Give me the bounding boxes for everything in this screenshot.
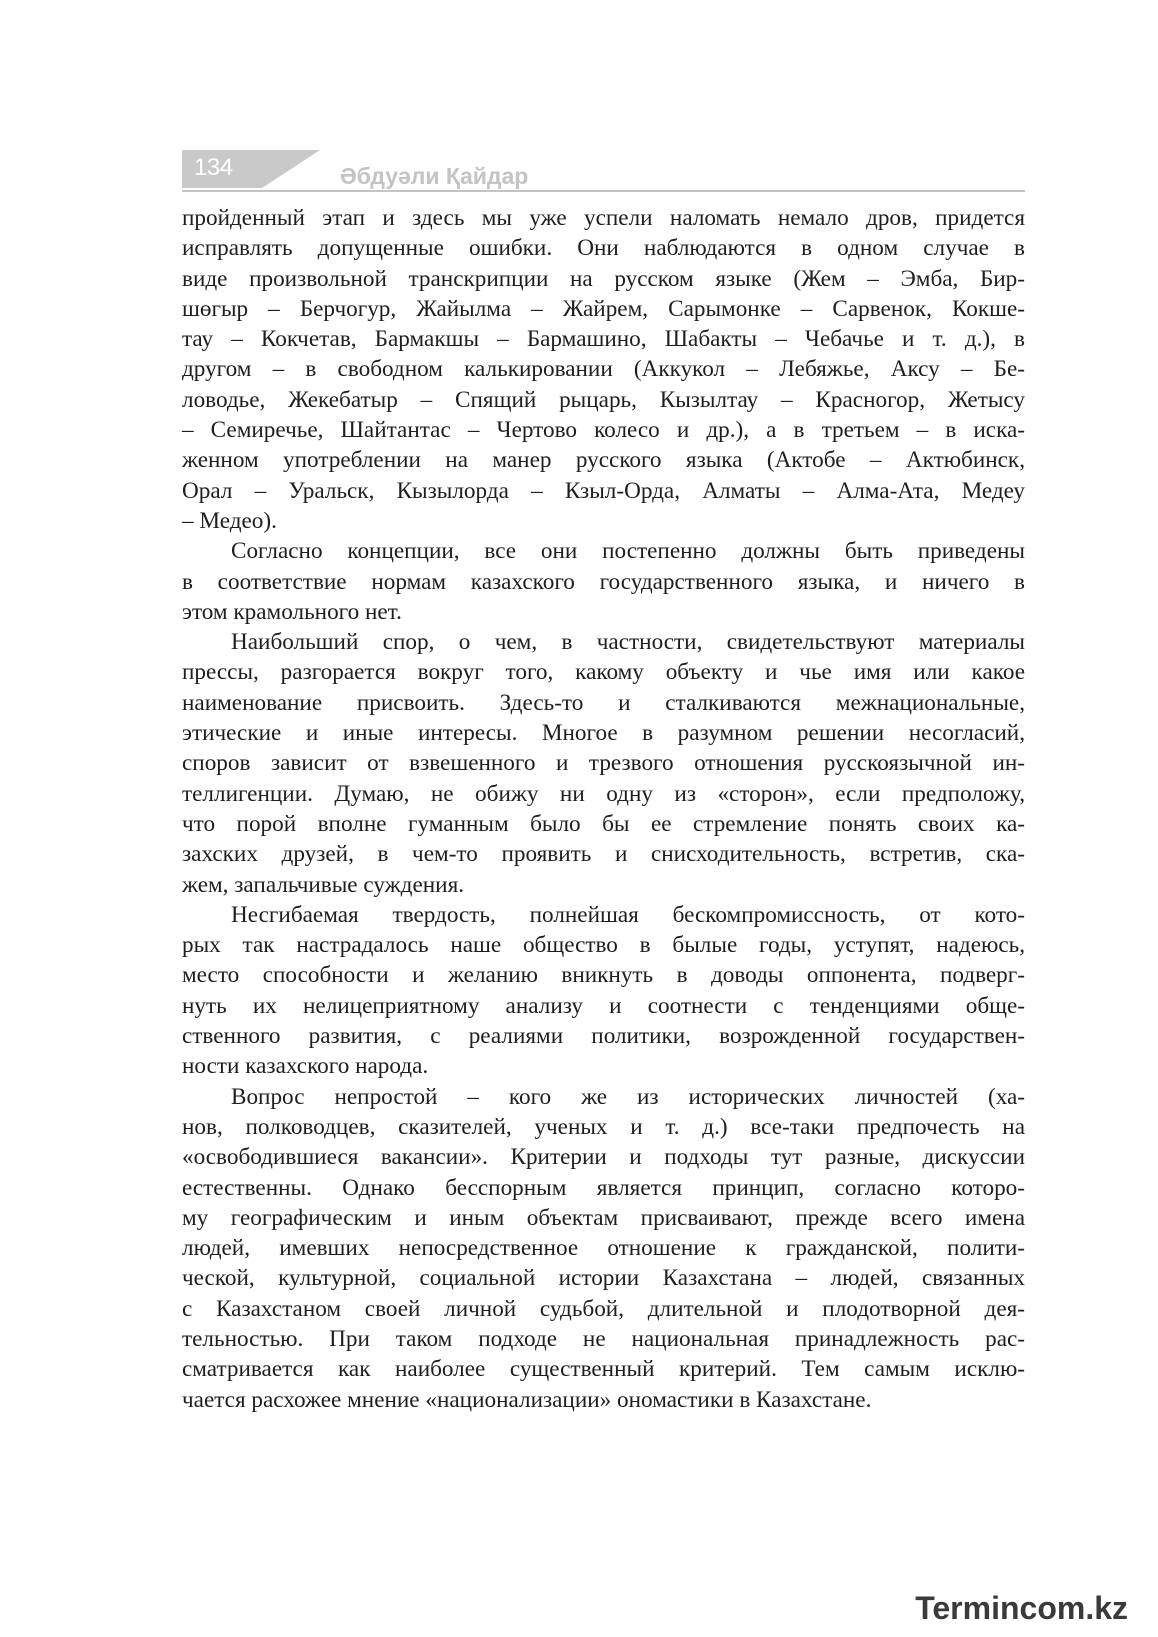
text-line: теллигенции. Думаю, не обижу ни одну из «сторон», если предположу, [182,780,1025,807]
running-header [182,150,1025,194]
text-line: шөгыр – Берчогур, Жайылма – Жайрем, Сарымонке – Сарвенок, Кокше- [182,295,1025,322]
text-line: сматривается как наиболее существенный критерий. Тем самым исклю- [182,1356,1025,1383]
text-line: тельностью. При таком подходе не национальная принадлежность рас- [182,1325,1025,1352]
text-line: – Семиречье, Шайтантас – Чертово колесо и др.), а в третьем – в иска- [182,417,1025,444]
body-text [182,203,1025,1415]
header-rule [182,190,1025,192]
text-line: Вопрос непростой – кого же из исторических личностей (ха- [231,1083,1025,1110]
text-line: нов, полководцев, сказителей, ученых и т. д.) все-таки предпочесть на [182,1113,1025,1140]
paragraph [182,203,1025,536]
page-number: 134 [194,154,233,181]
text-line: «освободившиеся вакансии». Критерии и подходы тут разные, дискуссии [182,1144,1025,1171]
text-line: споров зависит от взвешенного и трезвого отношения русскоязычной ин- [182,750,1025,777]
text-line: этические и иные интересы. Многое в разумном решении несогласий, [182,720,1025,747]
text-line: наименование присвоить. Здесь-то и сталкиваются межнациональные, [182,689,1025,716]
text-line: му географическим и иным объектам присваивают, прежде всего имена [182,1204,1025,1231]
text-line: нуть их нелицеприятному анализу и соотнести с тенденциями обще- [182,992,1025,1019]
text-line: с Казахстаном своей личной судьбой, длительной и плодотворной дея- [182,1295,1025,1322]
text-line: естественны. Однако бесспорным является принцип, согласно которо- [182,1174,1025,1201]
text-line: ческой, культурной, социальной истории Казахстана – людей, связанных [182,1265,1025,1292]
paragraph [182,627,1025,900]
text-line: ловодье, Жекебатыр – Спящий рыцарь, Кызылтау – Красногор, Жетысу [182,386,1025,413]
paragraph [182,900,1025,1082]
running-header-author: Әбдуәли Қайдар [340,163,529,189]
text-line: в соответствие нормам казахского государственного языка, и ничего в [182,568,1025,595]
text-line: Несгибаемая твердость, полнейшая бескомпромиссность, от кото- [231,901,1025,928]
text-line: прессы, разгорается вокруг того, какому объекту и чье имя или какое [182,659,1025,686]
paragraph [182,1082,1025,1415]
page-number-tab-slant [262,150,320,188]
text-line: женном употреблении на манер русского языка (Актобе – Актюбинск, [182,447,1025,474]
paragraph [182,536,1025,627]
text-line: другом – в свободном калькировании (Аккукол – Лебяжье, Аксу – Бе- [182,356,1025,383]
text-line: что порой вполне гуманным было бы ее стремление понять своих ка- [182,810,1025,837]
text-line: тау – Кокчетав, Бармакшы – Бармашино, Шабакты – Чебачье и т. д.), в [182,326,1025,353]
text-line: пройденный этап и здесь мы уже успели наломать немало дров, придется [182,205,1025,231]
text-line: ности казахского народа. [182,1053,429,1080]
text-line: Согласно концепции, все они постепенно должны быть приведены [231,538,1025,565]
text-line: захских друзей, в чем-то проявить и снисходительность, встретив, ска- [182,841,1025,868]
text-line: Орал – Уральск, Кызылорда – Кзыл-Орда, Алматы – Алма-Ата, Медеу [182,477,1025,504]
text-line: этом крамольного нет. [182,598,402,625]
text-line: ственного развития, с реалиями политики, возрожденной государствен- [182,1023,1025,1050]
text-line: чается расхожее мнение «национализации» ономастики в Казахстане. [182,1386,872,1413]
site-watermark-logo: Termincom.kz [915,1590,1128,1626]
text-line: виде произвольной транскрипции на русском языке (Жем – Эмба, Бир- [182,265,1025,292]
text-line: исправлять допущенные ошибки. Они наблюдаются в одном случае в [182,235,1025,262]
text-line: – Медео). [182,507,277,534]
text-line: людей, имевших непосредственное отношение к гражданской, полити- [182,1235,1025,1262]
text-line: жем, запальчивые суждения. [182,871,465,898]
text-line: место способности и желанию вникнуть в доводы оппонента, подверг- [182,962,1025,989]
text-line: Наибольший спор, о чем, в частности, свидетельствуют материалы [231,629,1025,656]
text-line: рых так настрадалось наше общество в былые годы, уступят, надеюсь, [182,932,1025,959]
